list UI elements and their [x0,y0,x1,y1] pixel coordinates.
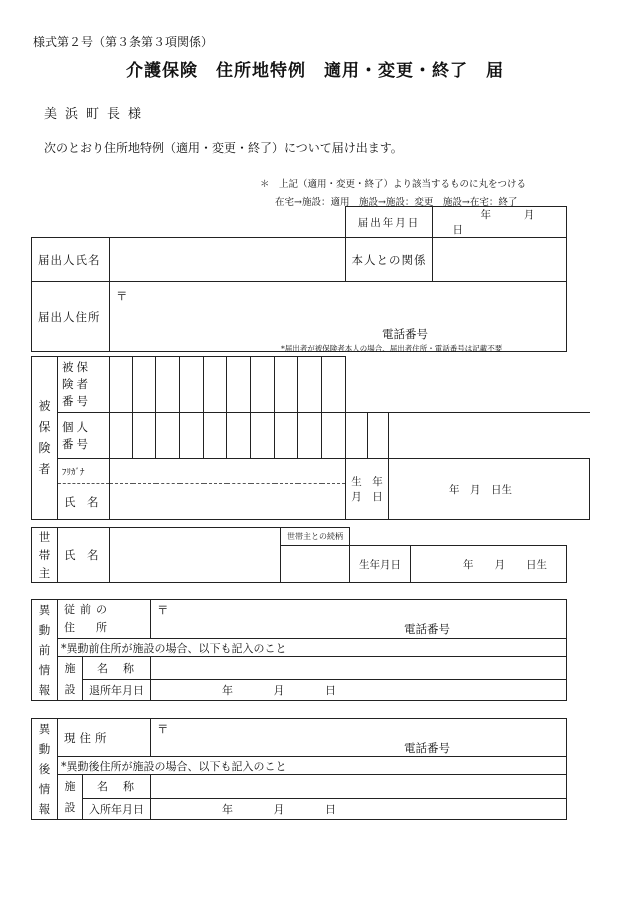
insured-side-label: 被保険者 [32,357,58,520]
before-facility-name-field[interactable] [151,657,567,680]
postal-mark: 〒 [116,289,128,303]
household-birth-label: 生年月日 [350,546,411,583]
before-facility-note: *異動前住所が施設の場合、以下も記入のこと [58,639,567,657]
before-facility-name-label: 名 称 [83,657,151,680]
submit-date-year: 年 [480,209,491,221]
digit-cell[interactable] [298,357,322,413]
relation-label: 本人との関係 [346,238,433,282]
household-name-field[interactable] [110,528,281,583]
furigana-field[interactable] [110,459,346,484]
birth-label: 生 年 月 日 [346,459,389,520]
note-line-2: 在宅→施設：適用 施設→施設：変更 施設→在宅：終了 [275,197,518,208]
digit-cell[interactable] [110,357,133,413]
applicant-table [31,206,567,352]
digit-cell[interactable] [275,357,298,413]
after-entry-date-field[interactable] [151,798,567,820]
after-facility-label: 施設 [58,775,83,820]
after-facility-name-field[interactable] [151,775,567,799]
addressee: 美浜町長様 [44,107,150,122]
insured-name-field[interactable] [110,484,346,520]
after-address-field[interactable] [151,719,567,757]
digit-cell[interactable] [322,413,346,459]
applicant-address-field[interactable] [110,282,567,352]
after-move-table [31,718,567,820]
household-relation-label: 世帯主との続柄 [281,528,350,546]
digit-cell[interactable] [251,357,275,413]
before-postal-mark: 〒 [157,603,169,617]
after-postal-mark: 〒 [157,722,169,736]
digit-cell[interactable] [346,413,368,459]
after-entry-date-label: 入所年月日 [83,798,151,820]
before-exit-date-label: 退所年月日 [83,679,151,701]
household-table [31,527,567,583]
before-facility-label: 施設 [58,657,83,701]
digit-cell[interactable] [322,357,346,413]
household-name-label: 氏 名 [58,528,110,583]
after-side-label: 異動後情報 [32,719,58,820]
digit-cell[interactable] [133,413,156,459]
household-relation-field[interactable] [281,546,350,583]
digit-cell[interactable] [298,413,322,459]
submit-date-day: 日 [452,224,463,236]
household-birth-field[interactable]: 年 月 日生 [411,546,567,583]
after-entry-day: 日 [325,802,336,816]
household-side-label: 世帯主 [32,528,58,583]
submit-date-label: 届出年月日 [346,207,433,238]
digit-cell[interactable] [227,357,251,413]
form-number: 様式第２号（第３条第３項関係） [33,35,214,49]
digit-cell[interactable] [251,413,275,459]
after-facility-name-label: 名 称 [83,775,151,799]
insured-name-label: 氏 名 [58,484,110,520]
insured-number-label: 被保険者番号 [58,357,110,413]
digit-cell[interactable] [180,357,204,413]
form-title: 介護保険 住所地特例 適用・変更・終了 届 [126,61,504,81]
digit-cell[interactable] [133,357,156,413]
digit-cell[interactable] [204,413,227,459]
digit-cell[interactable] [180,413,204,459]
before-exit-date-field[interactable] [151,679,567,701]
note-line-1: ＊ 上記（適用・変更・終了）より該当するものに丸をつける [260,179,527,190]
after-entry-month: 月 [273,802,285,816]
digit-cell[interactable] [156,413,180,459]
personal-number-label: 個人番号 [58,413,110,459]
phone-label: 電話番号 [382,327,428,341]
digit-cell[interactable] [368,413,389,459]
before-side-label: 異動前情報 [32,600,58,701]
before-phone-label: 電話番号 [404,622,450,636]
applicant-footnote: *届出者が被保険者本人の場合、届出者住所・電話番号は記載不要 [281,344,503,353]
before-exit-month: 月 [273,683,285,697]
submit-date-month: 月 [523,209,535,221]
after-entry-year: 年 [222,802,233,816]
applicant-name-field[interactable] [110,238,346,282]
before-exit-year: 年 [222,683,233,697]
applicant-address-label: 届出人住所 [32,282,110,352]
digit-cell[interactable] [204,357,227,413]
submit-date-field[interactable] [433,207,567,238]
before-move-table [31,599,567,701]
body-text: 次のとおり住所地特例（適用・変更・終了）について届け出ます。 [44,141,403,155]
before-address-label: 従前の 住 所 [58,600,151,639]
digit-cell[interactable] [227,413,251,459]
applicant-name-label: 届出人氏名 [32,238,110,282]
before-address-field[interactable] [151,600,567,639]
birth-field[interactable]: 年 月 日生 [389,459,590,520]
digit-cell[interactable] [156,357,180,413]
digit-cell[interactable] [275,413,298,459]
before-exit-day: 日 [325,683,336,697]
insured-table [31,356,590,520]
furigana-label: ﾌﾘｶﾞﾅ [58,459,110,484]
after-facility-note: *異動後住所が施設の場合、以下も記入のこと [58,757,567,775]
after-phone-label: 電話番号 [404,741,450,755]
after-address-label: 現住所 [58,719,151,757]
relation-field[interactable] [433,238,567,282]
digit-cell[interactable] [110,413,133,459]
